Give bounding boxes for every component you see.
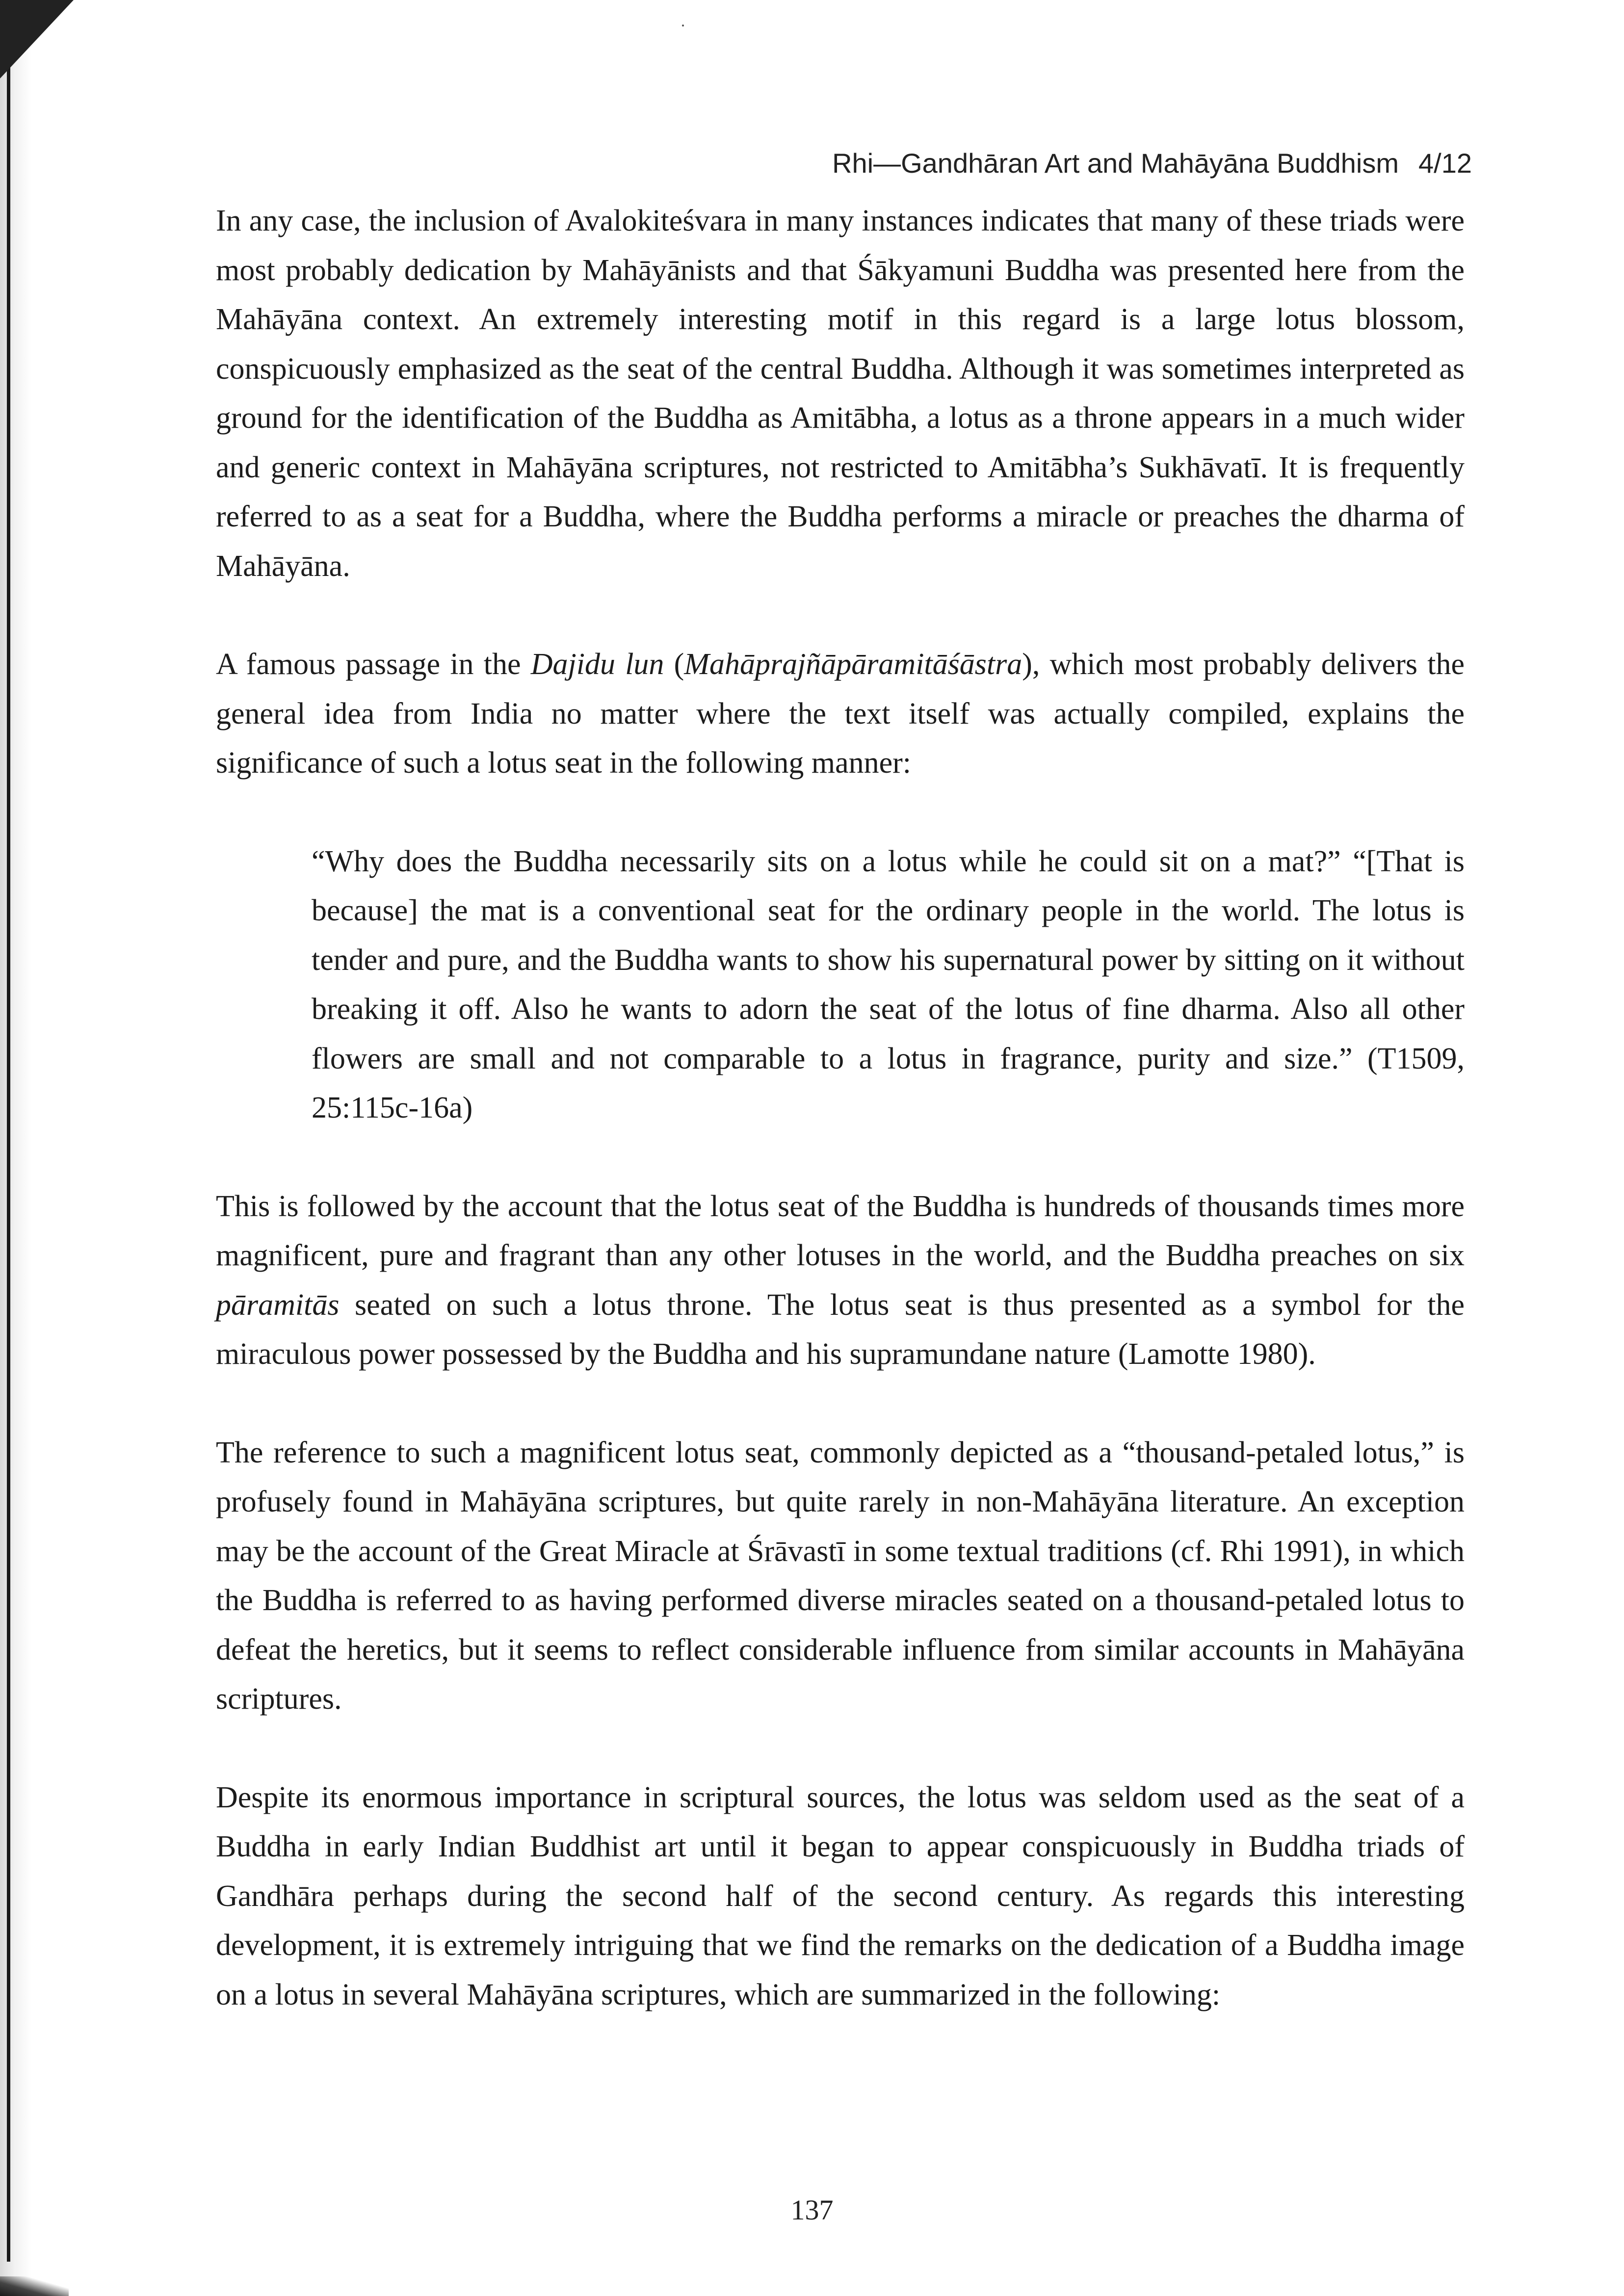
paragraph-3-text-b: seated on such a lotus throne. The lotus seat is thus presented as a symbol for the miraculous power possessed by the Buddha and his supramundane nature (Lamotte 1980). (216, 1288, 1465, 1371)
block-quote-text: “Why does the Buddha necessarily sits on a lotus while he could sit on a mat?” “[That is because] the mat is a conventional seat for the ordinary people in the world. The lotus is tender and pure, and the Buddha wants to show his supernatural power by sitting on it without breaking it off. Also he wants to adorn the seat of the lotus of fine dharma. Also all other flowers are small and not comparable to a lotus in fragrance, purity and size.” (T1509, 25:115c-16a) (312, 844, 1465, 1124)
paragraph-2-text-c: ), which most probably delivers the general idea from India no matter where the text itself was actually compiled, explains the significance of such a lotus seat in the following manner: (216, 648, 1465, 780)
term-paramitas: pāramitās (216, 1288, 340, 1322)
scan-edge-shadow (0, 0, 31, 2296)
paragraph-2-text-b: ( (664, 648, 684, 681)
scan-speck (682, 25, 684, 26)
scan-bottom-mark (0, 2276, 69, 2296)
page-number: 137 (790, 2194, 834, 2226)
running-header-title: Rhi—Gandhāran Art and Mahāyāna Buddhism (832, 148, 1399, 179)
body-text (216, 196, 1465, 2019)
running-header-page-ref: 4/12 (1418, 148, 1472, 179)
scan-corner-mark (0, 0, 74, 78)
paragraph-4: The reference to such a magnificent lotus seat, commonly depicted as a “thousand-petaled lotus,” is profusely found in Mahāyāna scriptures, but quite rarely in non-Mahāyāna literature. An exception may be the account of the Great Miracle at Śrāvastī in some textual traditions (cf. Rhi 1991), in which the Buddha is referred to as having performed diverse miracles seated on a thousand-petaled lotus to defeat the heretics, but it seems to reflect considerable influence from similar accounts in Mahāyāna scriptures. (216, 1435, 1465, 1716)
title-mahaprajnaparamita-sastra: Mahāprajñāpāramitāśāstra (684, 648, 1022, 681)
running-header (832, 146, 1472, 181)
paragraph-5: Despite its enormous importance in scriptural sources, the lotus was seldom used as the seat of a Buddha in early Indian Buddhist art until it began to appear conspicuously in Buddha triads of Gandhāra perhaps during the second half of the second century. As regards this interesting development, it is extremely intriguing that we find the remarks on the dedication of a Buddha image on a lotus in several Mahāyāna scriptures, which are summarized in the following: (216, 1780, 1465, 2011)
paragraph-3 (216, 1182, 1465, 1379)
scan-binding-line (7, 54, 10, 2262)
title-dajidu-lun: Dajidu lun (530, 648, 664, 681)
paragraph-2-text-a: A famous passage in the (216, 648, 531, 681)
paragraph-3-text-a: This is followed by the account that the lotus seat of the Buddha is hundreds of thousands times more magnificent, pure and fragrant than any other lotuses in the world, and the Buddha preaches on six (216, 1189, 1465, 1272)
paragraph-2 (216, 640, 1465, 788)
paragraph-1: In any case, the inclusion of Avalokiteśvara in many instances indicates that many of these triads were most probably dedication by Mahāyānists and that Śākyamuni Buddha was presented here from the Mahāyāna context. An extremely interesting motif in this regard is a large lotus blossom, conspicuously emphasized as the seat of the central Buddha. Although it was sometimes interpreted as ground for the identification of the Buddha as Amitābha, a lotus as a throne appears in a much wider and generic context in Mahāyāna scriptures, not restricted to Amitābha’s Sukhāvatī. It is frequently referred to as a seat for a Buddha, where the Buddha performs a miracle or preaches the dharma of Mahāyāna. (216, 204, 1465, 583)
block-quote (312, 837, 1465, 1133)
